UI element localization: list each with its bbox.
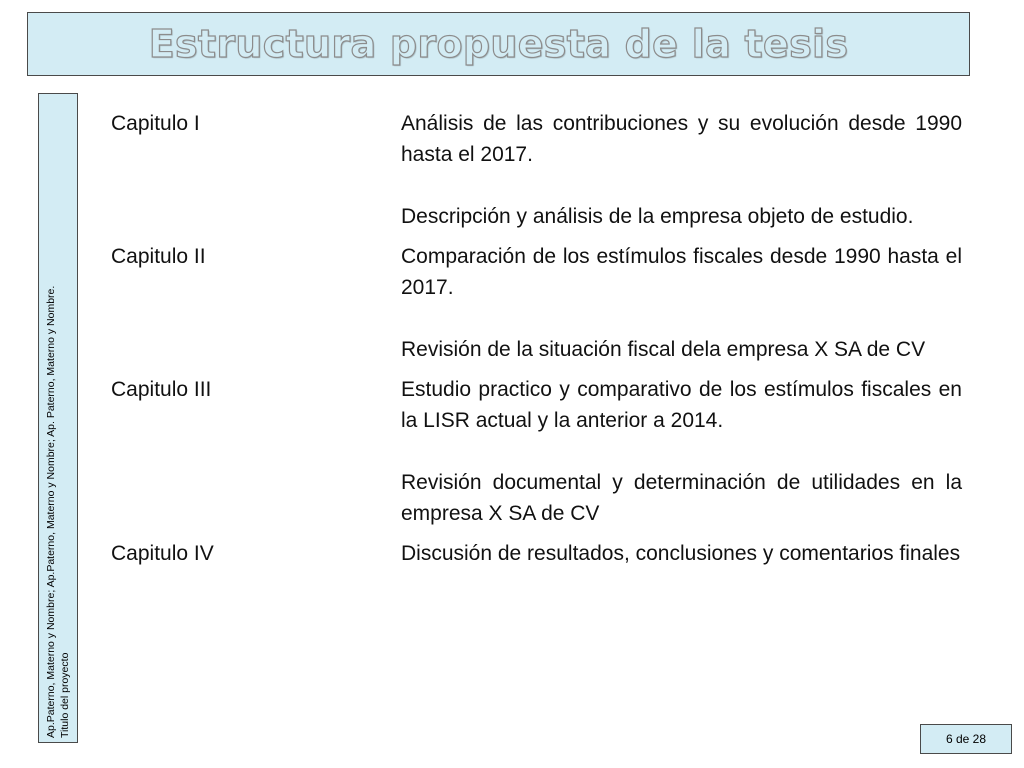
sidebar-authors: Ap.Paterno, Materno y Nombre; Ap.Paterno, Materno y Nombre; Ap. Paterno, Materno y Nombre. (45, 285, 57, 738)
chapter-row (111, 108, 962, 232)
chapter-label: Capitulo IV (111, 542, 214, 565)
chapter-description: Revisión de la situación fiscal dela empresa X SA de CV (401, 338, 926, 361)
chapter-descriptions (401, 241, 962, 365)
chapter-description: Discusión de resultados, conclusiones y comentarios finales (401, 542, 961, 565)
chapter-description: Estudio practico y comparativo de los estímulos fiscales en la LISR actual y la anterior a 2014. (401, 378, 962, 432)
chapter-row (111, 374, 962, 529)
chapter-description: Revisión documental y determinación de utilidades en la empresa X SA de CV (401, 471, 962, 525)
slide-title: Estructura propuesta de la tesis (148, 22, 849, 66)
title-banner (27, 12, 970, 76)
chapter-descriptions (401, 374, 962, 529)
chapter-description: Descripción y análisis de la empresa objeto de estudio. (401, 205, 914, 228)
page-indicator (920, 724, 1012, 754)
chapter-description: Comparación de los estímulos fiscales desde 1990 hasta el 2017. (401, 245, 962, 299)
sidebar-authors-box (38, 93, 78, 743)
chapter-label: Capitulo II (111, 245, 206, 268)
chapter-descriptions (401, 108, 962, 232)
sidebar-vertical-text (44, 98, 72, 738)
chapter-row (111, 538, 962, 569)
sidebar-project-title: Titulo del proyecto (59, 652, 71, 738)
chapter-label: Capitulo I (111, 112, 200, 135)
chapter-description: Análisis de las contribuciones y su evolución desde 1990 hasta el 2017. (401, 112, 962, 166)
chapter-row (111, 241, 962, 365)
chapter-descriptions (401, 538, 962, 569)
chapter-table (111, 108, 962, 569)
page-indicator-text: 6 de 28 (945, 732, 987, 746)
chapter-label: Capitulo III (111, 378, 212, 401)
